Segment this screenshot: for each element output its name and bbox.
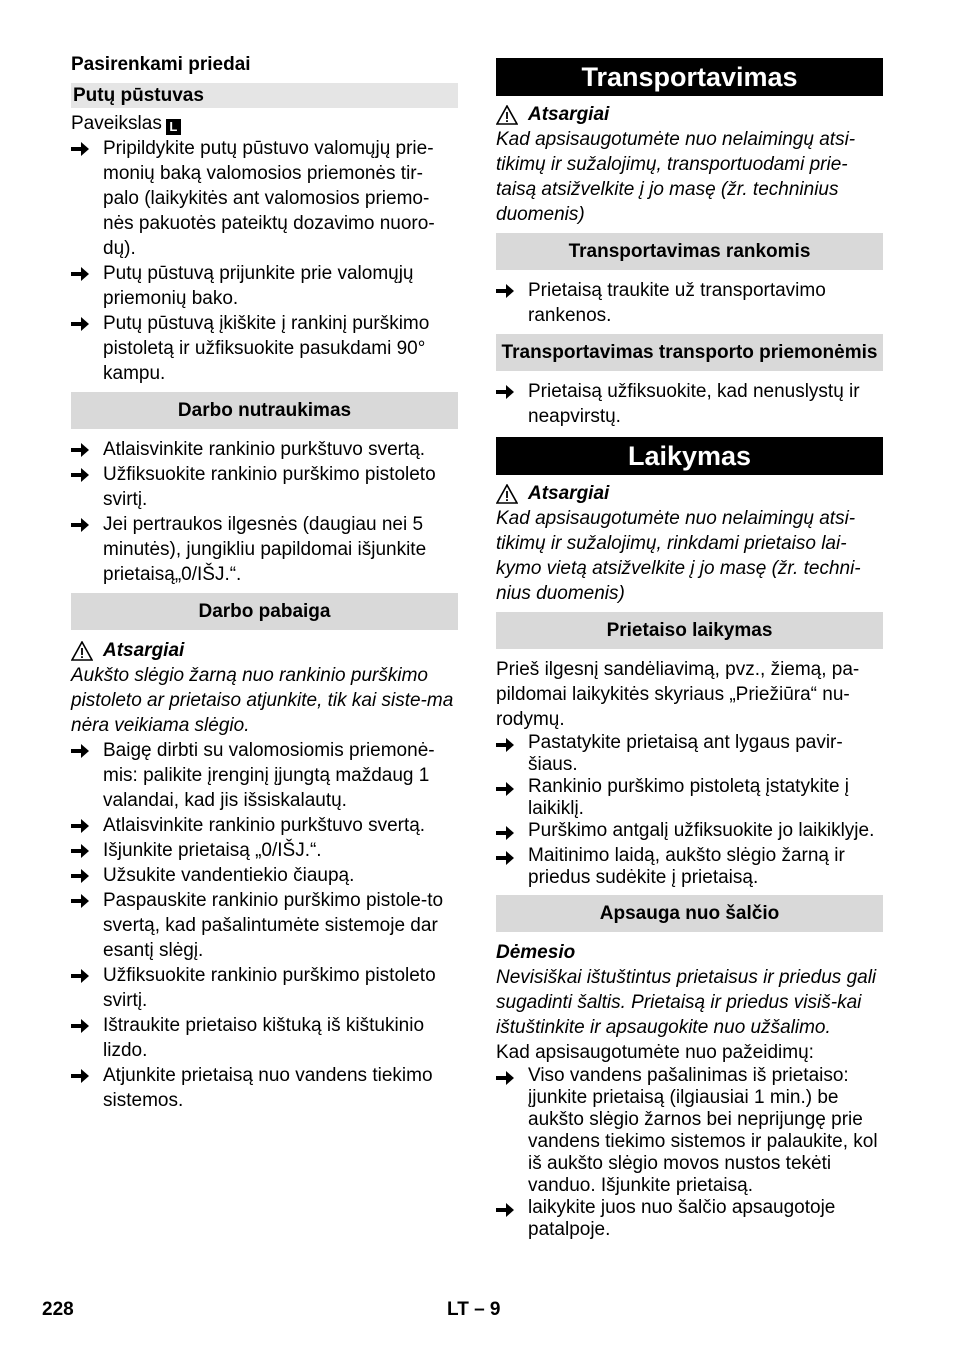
device-storage-steps-list: [496, 732, 883, 889]
list-item: Atjunkite prietaisą nuo vandens tiekimo sistemos.: [71, 1063, 458, 1113]
warning-label: Atsargiai: [103, 640, 185, 661]
figure-letter-badge: L: [166, 119, 181, 135]
list-item: Rankinio purškimo pistoletą įstatykite į laikiklį.: [496, 776, 883, 820]
warning-label: Atsargiai: [528, 104, 610, 125]
transport-warning-title: [496, 102, 883, 127]
page-number: 228: [42, 1299, 74, 1320]
arrow-icon: [71, 1013, 103, 1063]
interrupt-steps-list: [71, 437, 458, 587]
arrow-icon: [71, 1063, 103, 1113]
arrow-icon: [71, 311, 103, 386]
warning-icon: [71, 641, 93, 661]
device-storage-intro: Prieš ilgesnį sandėliavimą, pvz., žiemą, pa-pildomai laikykitės skyriaus „Priežiūra“ nu-rodymų.: [496, 659, 860, 730]
language-page-label: LT – 9: [447, 1299, 501, 1320]
storage-warning-title: [496, 481, 883, 506]
arrow-icon: [71, 738, 103, 813]
frost-heading: Apsauga nuo šalčio: [496, 895, 883, 932]
arrow-icon: [71, 437, 103, 462]
arrow-icon: [496, 278, 528, 328]
arrow-icon: [71, 462, 103, 512]
arrow-icon: [71, 261, 103, 311]
arrow-icon: [71, 963, 103, 1013]
list-item: Paspauskite rankinio purškimo pistole-to svertą, kad pašalintumėte sistemoje dar esantį slėgį.: [71, 888, 458, 963]
left-column: [71, 52, 458, 1113]
list-item: Purškimo antgalį užfiksuokite jo laikiklyje.: [496, 820, 883, 845]
arrow-icon: [71, 838, 103, 863]
storage-title: Laikymas: [496, 437, 883, 475]
arrow-icon: [71, 512, 103, 587]
list-item: Užsukite vandentiekio čiaupą.: [71, 863, 458, 888]
list-item: Putų pūstuvą įkiškite į rankinį purškimo pistoletą ir užfiksuokite pasukdami 90° kampu.: [71, 311, 458, 386]
arrow-icon: [496, 1065, 528, 1197]
list-item: laikykite juos nuo šalčio apsaugotoje patalpoje.: [496, 1197, 883, 1241]
list-item: Atlaisvinkite rankinio purkštuvo svertą.: [71, 813, 458, 838]
foam-steps-list: [71, 136, 458, 386]
end-steps-list: [71, 738, 458, 1113]
warning-icon: [496, 484, 518, 504]
list-item: Atlaisvinkite rankinio purkštuvo svertą.: [71, 437, 458, 462]
list-item: Prietaisą traukite už transportavimo rankenos.: [496, 278, 883, 328]
list-item: Užfiksuokite rankinio purškimo pistoleto svirtį.: [71, 462, 458, 512]
section-title-optional-accessories: Pasirenkami priedai: [71, 54, 251, 75]
figure-label: Paveikslas: [71, 113, 162, 134]
list-item: Jei pertraukos ilgesnės (daugiau nei 5 minutės), jungikliu papildomai išjunkite prietaisą„0/IŠJ.“.: [71, 512, 458, 587]
warning-label: Atsargiai: [528, 483, 610, 504]
list-item: Pastatykite prietaisą ant lygaus pavir-šiaus.: [496, 732, 883, 776]
storage-warning-text: Kad apsisaugotumėte nuo nelaimingų atsi-tikimų ir sužalojimų, rinkdami prietaiso lai-kymo vietą atsižvelkite į jo masę (žr. techni-nius duomenis): [496, 508, 861, 604]
list-item: Ištraukite prietaiso kištuką iš kištukinio lizdo.: [71, 1013, 458, 1063]
frost-attention-text: Nevisiškai ištuštintus prietaisus ir priedus gali sugadinti šaltis. Prietaisą ir priedus visiš-kai ištuštinkite ir apsaugokite nuo užšalimo.: [496, 967, 877, 1038]
list-item: Prietaisą užfiksuokite, kad nenuslystų ir neapvirstų.: [496, 379, 883, 429]
arrow-icon: [496, 732, 528, 776]
end-warning-text: Aukšto slėgio žarną nuo rankinio purškimo pistoleto ar prietaiso atjunkite, tik kai siste-ma nėra veikiama slėgio.: [71, 665, 454, 736]
figure-reference: [71, 111, 458, 136]
list-item: Išjunkite prietaisą „0/IŠJ.“.: [71, 838, 458, 863]
arrow-icon: [496, 379, 528, 429]
arrow-icon: [496, 776, 528, 820]
right-column: [496, 58, 883, 1241]
arrow-icon: [496, 845, 528, 889]
arrow-icon: [71, 136, 103, 261]
arrow-icon: [71, 813, 103, 838]
arrow-icon: [496, 820, 528, 845]
arrow-icon: [496, 1197, 528, 1241]
arrow-icon: [71, 863, 103, 888]
frost-attention-label: Dėmesio: [496, 942, 576, 963]
hand-transport-heading: Transportavimas rankomis: [496, 233, 883, 270]
end-warning-title: [71, 638, 458, 663]
transport-title: Transportavimas: [496, 58, 883, 96]
list-item: Maitinimo laidą, aukšto slėgio žarną ir priedus sudėkite į prietaisą.: [496, 845, 883, 889]
list-item: Pripildykite putų pūstuvo valomųjų prie-monių baką valomosios priemonės tir-palo (laikykitės ant valomosios priemo-nės pakuotės pateiktų dozavimo nuoro-dų).: [71, 136, 458, 261]
list-item: Viso vandens pašalinimas iš prietaiso: įjunkite prietaisą (ilgiausiai 1 min.) be aukšto slėgio žarnos bei neprijungę prie vandens tiekimo sistemos ir palaukite, kol iš aukšto slėgio movos nustos tekėti vanduo. Išjunkite prietaisą.: [496, 1065, 883, 1197]
end-heading: Darbo pabaiga: [71, 593, 458, 630]
warning-icon: [496, 105, 518, 125]
frost-intro: Kad apsisaugotumėte nuo pažeidimų:: [496, 1042, 814, 1063]
vehicle-transport-heading: Transportavimas transporto priemonėmis: [496, 334, 883, 371]
interrupt-heading: Darbo nutraukimas: [71, 392, 458, 429]
frost-steps-list: [496, 1065, 883, 1241]
device-storage-heading: Prietaiso laikymas: [496, 612, 883, 649]
list-item: Baigę dirbti su valomosiomis priemonė-mis: palikite įrenginį įjungtą maždaug 1 valandai, kad jis išsiskalautų.: [71, 738, 458, 813]
transport-warning-text: Kad apsisaugotumėte nuo nelaimingų atsi-tikimų ir sužalojimų, transportuodami prie-taisą atsižvelkite į jo masę (žr. techninius duomenis): [496, 129, 856, 225]
foam-heading: Putų pūstuvas: [71, 83, 458, 108]
list-item: Putų pūstuvą prijunkite prie valomųjų priemonių bako.: [71, 261, 458, 311]
hand-steps-list: [496, 278, 883, 328]
vehicle-steps-list: [496, 379, 883, 429]
arrow-icon: [71, 888, 103, 963]
list-item: Užfiksuokite rankinio purškimo pistoleto svirtį.: [71, 963, 458, 1013]
